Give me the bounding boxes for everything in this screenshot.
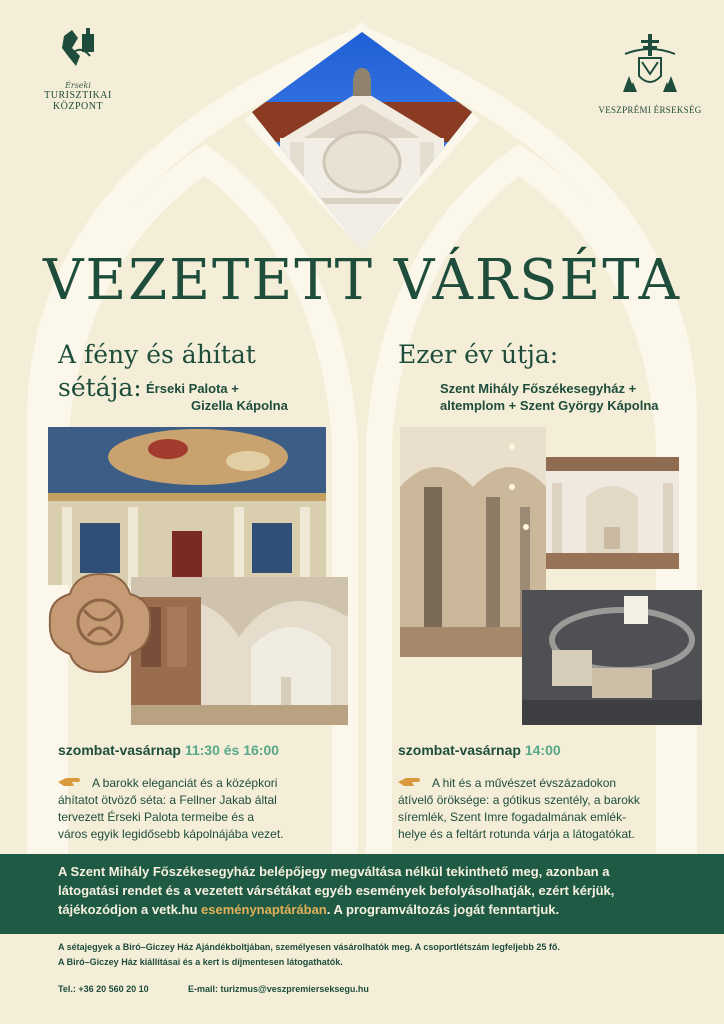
left-tour-location-line1: Érseki Palota + (146, 381, 239, 396)
notice-line3-pre: tájékozódjon a vetk.hu (58, 902, 202, 917)
left-schedule (58, 742, 279, 758)
left-description-line4: város egyik legidősebb kápolnájába vezet. (58, 827, 284, 841)
right-tour-location-line2: altemplom + Szent György Kápolna (440, 398, 659, 413)
rotunda-ruins-photo (522, 590, 702, 725)
logo-right-name: VESZPRÉMI ÉRSEKSÉG (598, 105, 702, 115)
tourist-center-emblem-icon (58, 26, 98, 70)
logo-left-line2: KÖZPONT (52, 101, 104, 112)
left-schedule-days: szombat-vasárnap (58, 742, 181, 758)
event-calendar-link[interactable]: eseménynaptárában (201, 902, 327, 917)
logo-left-line1: TURISZTIKAI (44, 90, 112, 101)
right-tour-heading-line1: Ezer év útja: (398, 340, 559, 369)
right-description-line2: átívelő öröksége: a gótikus szentély, a barokk (398, 793, 640, 807)
left-description (58, 775, 348, 843)
facade-diamond-image (250, 30, 474, 252)
footer-email[interactable]: E-mail: turizmus@veszpremierseksegu.hu (188, 984, 369, 994)
notice-line2: látogatási rendet és a vezetett vársétákat egyéb események befolyásolhatják, ezért kérjük, (58, 883, 615, 898)
cathedral-nave-photo (546, 457, 679, 569)
right-description-line3: síremlék, Szent Imre fogadalmának emlék- (398, 810, 627, 824)
left-description-line1: A barokk eleganciát és a középkori (92, 776, 278, 790)
left-tour-heading-line2: sétája: (58, 373, 142, 402)
pointing-hand-icon (398, 776, 420, 788)
tourist-center-logo (28, 26, 128, 112)
archdiocese-coat-of-arms-icon (615, 32, 685, 98)
left-tour-location-line2: Gizella Kápolna (191, 398, 288, 413)
notice-line3 (58, 900, 678, 919)
carved-stone-relief (44, 570, 156, 676)
footer-line2: A Biró–Giczey Ház kiállításai és a kert is díjmentesen látogathatók. (58, 957, 343, 967)
right-tour-location-line1: Szent Mihály Főszékesegyház + (440, 381, 637, 396)
left-schedule-times: 11:30 és 16:00 (184, 742, 280, 758)
notice-line3-post: . A programváltozás jogát fenntartjuk. (326, 902, 560, 917)
palace-hall-photo (48, 427, 326, 585)
pointing-hand-icon (58, 776, 80, 788)
left-description-line2: áhítatot ötvöző séta: a Fellner Jakab által (58, 793, 277, 807)
left-description-line3: tervezett Érseki Palota termeibe és a (58, 810, 255, 824)
notice-text (58, 862, 678, 919)
right-description-line1: A hit és a művészet évszázadokon (432, 776, 617, 790)
right-schedule-days: szombat-vasárnap (398, 742, 521, 758)
logo-left-subtitle: Érseki (65, 81, 91, 90)
right-schedule (398, 742, 561, 758)
gizella-chapel-photo (131, 577, 348, 725)
page-title: VEZETETT VÁRSÉTA (42, 248, 682, 313)
archdiocese-logo (590, 32, 710, 115)
footer-line1: A sétajegyek a Biró–Giczey Ház Ajándékboltjában, személyesen vásárolhatók meg. A csoportlétszám legfeljebb 25 fő. (58, 942, 560, 952)
right-schedule-times: 14:00 (524, 742, 561, 758)
left-tour-heading-line1: A fény és áhítat (58, 340, 256, 369)
notice-line1: A Szent Mihály Főszékesegyház belépőjegy megváltása nélkül tekinthető meg, azonban a (58, 864, 610, 879)
right-description-line4: helye és a feltárt rotunda várja a látogatókat. (398, 827, 635, 841)
footer-phone[interactable]: Tel.: +36 20 560 20 10 (58, 984, 149, 994)
right-description (398, 775, 688, 843)
